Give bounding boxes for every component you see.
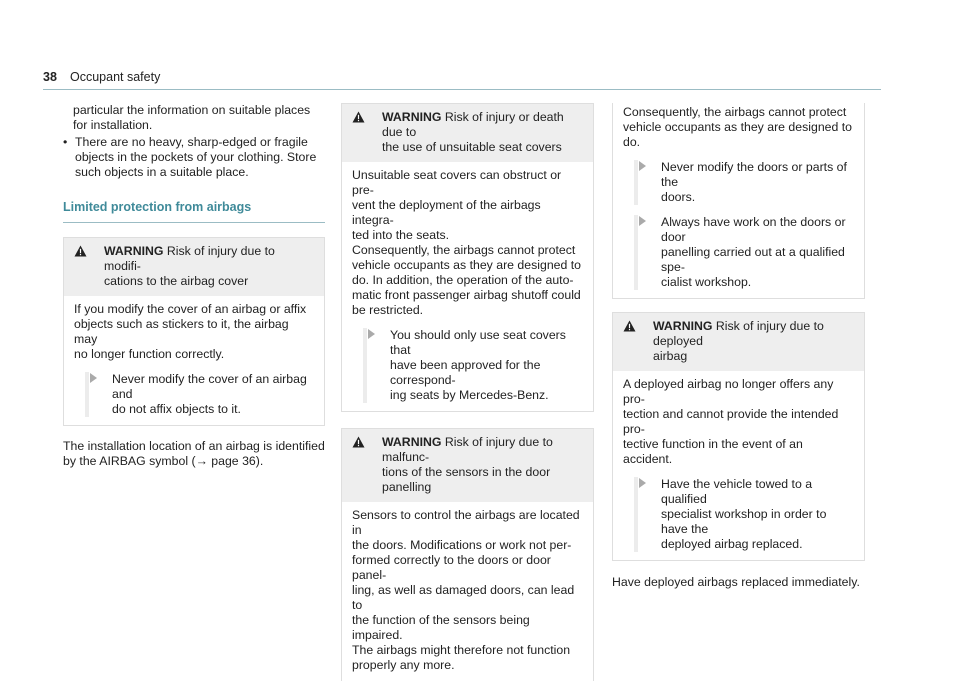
section-divider: [63, 222, 325, 223]
text-line: Risk of injury due to malfunc-: [382, 435, 553, 464]
warning-box-continued: [612, 103, 865, 299]
warning-body: [64, 296, 324, 425]
text-line: deployed airbag replaced.: [661, 537, 803, 551]
text-line: You should only use seat covers that: [390, 328, 566, 357]
page-header-title: Occupant safety: [70, 70, 161, 84]
text-line: do not affix objects to it.: [112, 402, 241, 416]
text-line: A deployed airbag no longer offers any pro-: [623, 377, 834, 406]
bullet-item: [63, 135, 325, 180]
text-line: such objects in a suitable place.: [75, 165, 249, 179]
text-line: have been approved for the correspond-: [390, 358, 541, 387]
text-line: do. In addition, the operation of the auto-: [352, 273, 574, 287]
warning-triangle-icon: [623, 319, 653, 364]
arrow-right-icon: [639, 478, 646, 488]
bullet-dot: •: [63, 135, 68, 149]
warning-triangle-icon: [74, 244, 104, 289]
text-line: Consequently, the airbags cannot protect: [623, 105, 847, 119]
text-line: the doors. Modifications or work not per-: [352, 538, 572, 552]
warning-box: [63, 237, 325, 426]
text-line: There are no heavy, sharp-edged or fragile: [75, 135, 308, 149]
warning-box: [341, 103, 594, 412]
text-line: ing seats by Mercedes-Benz.: [390, 388, 549, 402]
text-line: vehicle occupants as they are designed to: [623, 120, 853, 134]
instruction-step: [352, 328, 583, 403]
text-line: Never modify the cover of an airbag and: [112, 372, 307, 401]
arrow-right-icon: [639, 216, 646, 226]
text-line: particular the information on suitable places: [73, 103, 311, 117]
column-1: [63, 103, 325, 469]
warning-header: [613, 313, 864, 371]
warning-box: [612, 312, 865, 561]
text-line: tective function in the event of an accident.: [623, 437, 803, 466]
instruction-step: [623, 477, 854, 552]
arrow-right-icon: [368, 329, 375, 339]
text-line: Never modify the doors or parts of the: [661, 160, 847, 189]
arrow-right-icon: [90, 373, 97, 383]
arrow-right-icon: [639, 161, 646, 171]
text-line: The airbags might therefore not function: [352, 643, 571, 657]
text-line: ted into the seats.: [352, 228, 450, 242]
text-line: matic front passenger airbag shutoff could: [352, 288, 581, 302]
warning-label: WARNING: [382, 110, 442, 124]
text-line: Have the vehicle towed to a qualified: [661, 477, 813, 506]
warning-header: [342, 104, 593, 162]
text-line: the function of the sensors being impaired.: [352, 613, 530, 642]
text-line: do.: [623, 135, 641, 149]
text-line: by the AIRBAG symbol (→ page 36).: [63, 454, 264, 468]
warning-label: WARNING: [104, 244, 164, 258]
text-line: Sensors to control the airbags are located in: [352, 508, 580, 537]
text-line: properly any more.: [352, 658, 455, 672]
text-line: Consequently, the airbags cannot protect: [352, 243, 576, 257]
text-line: for installation.: [73, 118, 153, 132]
warning-triangle-icon: [352, 110, 382, 155]
section-title: Limited protection from airbags: [63, 200, 252, 214]
text-line: Risk of injury due to deployed: [653, 319, 824, 348]
warning-body: [613, 103, 864, 298]
instruction-step: [623, 215, 854, 290]
text-line: no longer function correctly.: [74, 347, 225, 361]
text-line: doors.: [661, 190, 696, 204]
text-line: Risk of injury due to modifi-: [104, 244, 275, 273]
warning-body: [342, 502, 593, 681]
warning-label: WARNING: [653, 319, 713, 333]
instruction-step: [623, 160, 854, 205]
warning-label: WARNING: [382, 435, 442, 449]
text-line: cations to the airbag cover: [104, 274, 249, 288]
text-line: ling, as well as damaged doors, can lead to: [352, 583, 575, 612]
warning-body: [342, 162, 593, 411]
text-line: be restricted.: [352, 303, 424, 317]
text-line: vehicle occupants as they are designed to: [352, 258, 582, 272]
text-line: If you modify the cover of an airbag or affix: [74, 302, 307, 316]
text-line: airbag: [653, 349, 688, 363]
warning-box: [341, 428, 594, 681]
outro-paragraph: [63, 439, 325, 469]
intro-paragraph: [63, 103, 325, 133]
text-line: tection and cannot provide the intended pro-: [623, 407, 839, 436]
text-line: tions of the sensors in the door panelling: [382, 465, 551, 494]
instruction-step: [74, 372, 314, 417]
text-line: Unsuitable seat covers can obstruct or pre-: [352, 168, 562, 197]
text-line: objects in the pockets of your clothing. Store: [75, 150, 317, 164]
text-line: the use of unsuitable seat covers: [382, 140, 562, 154]
text-line: panelling carried out at a qualified spe-: [661, 245, 845, 274]
warning-triangle-icon: [352, 435, 382, 495]
text-line: vent the deployment of the airbags integra-: [352, 198, 541, 227]
warning-body: [613, 371, 864, 560]
column-2: [341, 103, 594, 681]
text-line: Risk of injury or death due to: [382, 110, 564, 139]
warning-header: [342, 429, 593, 502]
text-line: The installation location of an airbag is identified: [63, 439, 325, 453]
warning-header: [64, 238, 324, 296]
column-3: [612, 103, 865, 590]
text-line: cialist workshop.: [661, 275, 752, 289]
text-line: objects such as stickers to it, the airbag may: [74, 317, 289, 346]
text-line: Always have work on the doors or door: [661, 215, 846, 244]
text-line: specialist workshop in order to have the: [661, 507, 827, 536]
text-line: formed correctly to the doors or door panel-: [352, 553, 551, 582]
header-divider: [43, 89, 881, 90]
outro-paragraph: Have deployed airbags replaced immediately.: [612, 575, 860, 589]
page-number: 38: [43, 70, 57, 84]
